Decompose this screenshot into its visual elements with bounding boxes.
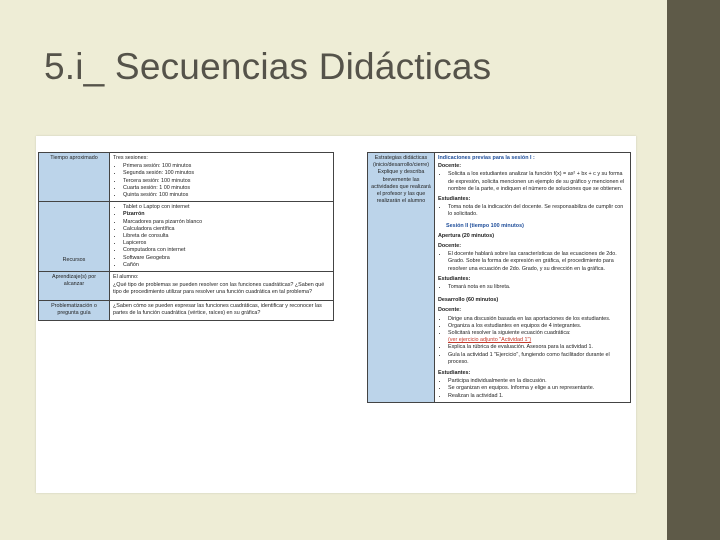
docente-heading: Docente:: [438, 243, 462, 250]
table-row: [39, 272, 334, 301]
document-image: [36, 136, 636, 493]
list-item: • Tablet o Laptop con internet: [123, 204, 330, 211]
desarrollo-heading: Desarrollo (60 minutos): [438, 297, 499, 304]
row-intro: Tres sesiones:: [113, 155, 148, 161]
list-item: • Dirige una discusión basada en las aportaciones de los estudiantes.: [448, 316, 627, 323]
row-label: Recursos: [39, 202, 110, 272]
slide-title: 5.i_ Secuencias Didácticas: [44, 46, 492, 87]
row-label: Tiempo aproximado: [39, 153, 110, 202]
right-table: [367, 152, 631, 403]
list-item: • Primera sesión: 100 minutos: [123, 163, 330, 170]
list-item: • Computadora con internet: [123, 247, 330, 254]
list-item: • Pizarrón: [123, 211, 330, 218]
row-content: [110, 272, 334, 301]
table-row: [39, 153, 334, 202]
apertura-estudiantes-list: [438, 284, 627, 291]
list-item: • Organiza a los estudiantes en equipos de 4 integrantes.: [448, 323, 627, 330]
desarrollo-docente-list: [438, 316, 627, 366]
list-item: • Quinta sesión: 100 minutos: [123, 192, 330, 199]
list-item: • El docente hablará sobre las características de las ecuaciones de 2do. Grado. Sobre la forma de expresión en gráfica, el procedimiento para resolver una ecuación de 2do. Grado, y su dirección en la gráfica.: [448, 251, 627, 273]
decorative-sidebar: [667, 0, 720, 540]
row-content: [110, 300, 334, 320]
resource-list: [113, 204, 330, 269]
list-item: • Segunda sesión: 100 minutos: [123, 170, 330, 177]
list-item: • Realizan la actividad 1.: [448, 393, 627, 400]
table-row: [39, 202, 334, 272]
list-item: • Participa individualmente en la discusión.: [448, 378, 627, 385]
session-list: [113, 163, 330, 199]
list-item: • Cañón: [123, 262, 330, 269]
list-item-text: Solicitará resolver la siguiente ecuación cuadrática:: [448, 330, 571, 337]
s1-estudiantes-list: [438, 204, 627, 218]
list-item: • Tomará nota en su libreta.: [448, 284, 627, 291]
list-item: • Explica la rúbrica de evaluación. Asesora para la actividad 1.: [448, 344, 627, 351]
session-2-title: Sesión II (tiempo 100 minutos): [446, 222, 524, 229]
desarrollo-estudiantes-list: [438, 378, 627, 400]
table-row: [368, 153, 631, 403]
row-text: ¿Saben cómo se pueden expresar las funciones cuadráticas, identificar y reconocer las partes de la función cuadrática (vértice, raíces) en su gráfica?: [113, 302, 322, 316]
docente-heading: Docente:: [438, 307, 462, 314]
session-1-title: Indicaciones previas para la sesión I :: [438, 155, 535, 161]
left-table: [38, 152, 334, 321]
row-label: Estrategias didácticas (inicio/desarrollo/cierre) Explique y describa brevemente las actividades que realizará el profesor y las que realizarán el alumno: [368, 153, 435, 403]
row-content: [435, 153, 631, 403]
estudiantes-heading: Estudiantes:: [438, 275, 471, 282]
docente-heading: Docente:: [438, 163, 462, 170]
row-text: ¿Qué tipo de problemas se pueden resolver con las funciones cuadráticas? ¿Saben qué tipo de procedimiento utilizar para resolver una función cuadrática en tal problema?: [113, 282, 325, 296]
list-item: • Cuarta sesión: 1 00 minutos: [123, 185, 330, 192]
row-label: Problematización o pregunta guía: [39, 300, 110, 320]
list-item: • Marcadores para pizarrón blanco: [123, 219, 330, 226]
list-item: • Libreta de consulta: [123, 233, 330, 240]
row-content: [110, 153, 334, 202]
table-row: [39, 300, 334, 320]
list-item: • Software Geogebra: [123, 255, 330, 262]
list-item: • Calculadora científica: [123, 226, 330, 233]
estudiantes-heading: Estudiantes:: [438, 370, 471, 377]
list-item: • Lapiceros: [123, 240, 330, 247]
s1-docente-list: [438, 171, 627, 193]
list-item: • Toma nota de la indicación del docente. Se responsabiliza de cumplir con lo solicitado.: [448, 204, 627, 218]
exercise-link[interactable]: (ver ejercicio adjunto "Actividad 1"): [448, 337, 532, 344]
row-heading: El alumno:: [113, 274, 139, 281]
list-item: • Solicita a los estudiantes analizar la función f(x) = ax² + bx + c y su forma de expresión, solicita mencionen un ejemplo de su gráfico y mencionen el nombre de la parte, e indiquen el número de soluciones que se obtienen.: [448, 171, 627, 193]
apertura-docente-list: [438, 251, 627, 273]
estudiantes-heading: Estudiantes:: [438, 196, 471, 203]
apertura-heading: Apertura (20 minutos): [438, 232, 495, 239]
row-content: [110, 202, 334, 272]
list-item: • Guía la actividad 1 "Ejercicio", fungiendo como facilitador durante el proceso.: [448, 352, 627, 366]
row-label: Aprendizaje(s) por alcanzar: [39, 272, 110, 301]
list-item: • Se organizan en equipos. Informa y elige a un representante.: [448, 385, 627, 392]
list-item: [448, 330, 627, 344]
list-item: • Tercera sesión: 100 minutos: [123, 178, 330, 185]
